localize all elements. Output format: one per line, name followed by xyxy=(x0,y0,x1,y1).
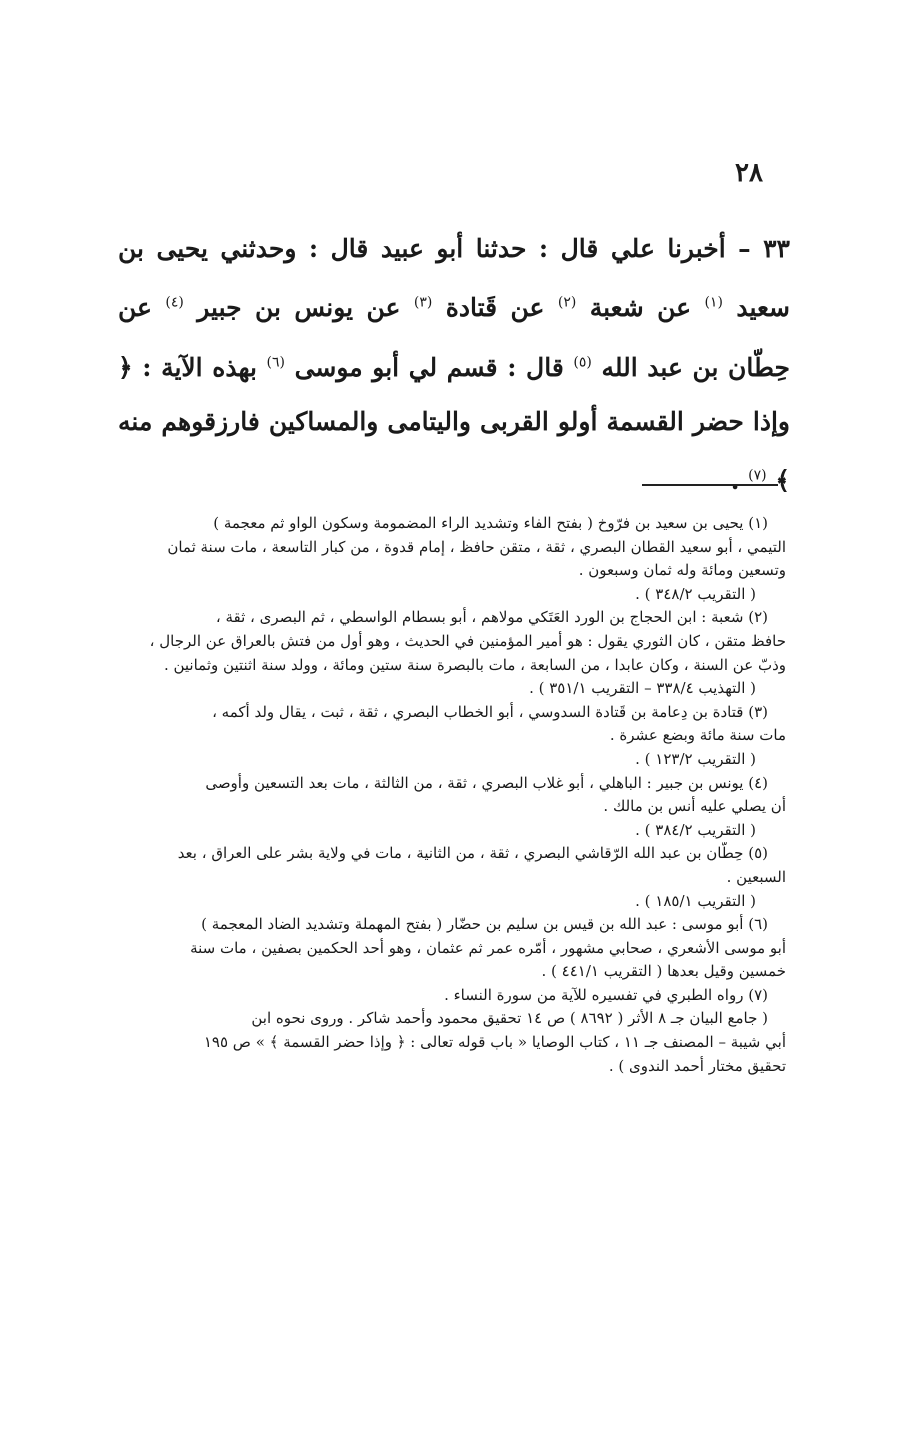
footnote-line: أبي شيبة – المصنف جـ ١١ ، كتاب الوصايا « باب قوله تعالى : ﴿ وإذا حضر القسمة ﴾ » ص ١٩٥ xyxy=(203,1033,786,1052)
hadith-dash: – xyxy=(725,234,764,263)
hadith-segment: عن قَتادة xyxy=(432,293,558,323)
hadith-segment: عن شعبة xyxy=(576,293,705,323)
footnote-line: مات سنة مائة وبضع عشرة . xyxy=(609,726,786,745)
footnote-line: ( التقريب ٣٤٨/٢ ) . xyxy=(635,584,756,603)
footnote-line: (٣) قتادة بن دِعامة بن قَتادة السدوسي ، أبو الخطاب البصري ، ثقة ، ثبت ، يقال ولد أكمه ، xyxy=(212,702,768,721)
page-number: ٢٨ xyxy=(735,158,763,188)
footnote-line: وذبّ عن السنة ، وكان عابدا ، من السابعة ، مات بالبصرة سنة ستين ومائة ، وولد سنة اثنتين وثمانين . xyxy=(163,655,786,674)
footnote-line: أبو موسى الأشعري ، صحابي مشهور ، أمّره عمر ثم عثمان ، وهو أحد الحكمين بصفين ، مات سنة xyxy=(190,938,786,957)
hadith-segment: عن يونس بن جبير xyxy=(183,293,414,323)
footnote-divider xyxy=(642,484,778,486)
footnote-line: التيمي ، أبو سعيد القطان البصري ، ثقة ، متقن حافظ ، إمام قدوة ، من كبار التاسعة ، مات سنة ثمان xyxy=(167,537,786,556)
footnote-line: ( التقريب ١٨٥/١ ) . xyxy=(635,891,756,910)
footnote-line: (٢) شعبة : ابن الحجاج بن الورد العَتَكي مولاهم ، أبو بسطام الواسطي ، ثم البصرى ، ثقة ، xyxy=(215,608,768,627)
hadith-text xyxy=(118,222,790,508)
footnotes xyxy=(106,512,786,1078)
footnote-line: السبعين . xyxy=(726,867,786,886)
footnote-line: (٤) يونس بن جبير : الباهلي ، أبو غلاب البصري ، ثقة ، من الثالثة ، مات بعد التسعين وأوصى xyxy=(205,773,768,792)
footnote-line: ( التهذيب ٣٣٨/٤ – التقريب ٣٥١/١ ) . xyxy=(529,679,756,698)
footnote-line: (١) يحيى بن سعيد بن فرّوخ ( بفتح الفاء وتشديد الراء المضمومة وسكون الواو ثم معجمة ) xyxy=(213,514,768,532)
hadith-segment: أخبرنا علي قال : حدثنا أبو عبيد قال : وحدثني يحيى بن سعيد xyxy=(118,234,791,323)
footnote-line: ( التقريب ١٢٣/٢ ) . xyxy=(635,749,756,768)
hadith-segment: بهذه الآية : ﴿ وإذا حضر القسمة أولو القربى واليتامى والمساكين فارزقوهم منه ﴾ xyxy=(118,352,790,495)
footnote-line: حافظ متقن ، كان الثوري يقول : هو أمير المؤمنين في الحديث ، وهو أول من فتش بالعراق عن الرجال ، xyxy=(149,631,786,650)
hadith-segment: قال : قسم لي أبو موسى xyxy=(285,352,574,382)
footnote-line: وتسعين ومائة وله ثمان وسبعون . xyxy=(578,561,786,580)
footnote-line: تحقيق مختار أحمد الندوى ) . xyxy=(608,1056,786,1075)
hadith-segment: . xyxy=(730,465,749,495)
footnote-marker: (٣) xyxy=(413,295,433,311)
footnote-line: (٦) أبو موسى : عبد الله بن قيس بن سليم بن حضّار ( بفتح المهملة وتشديد الضاد المعجمة ) xyxy=(201,915,768,934)
footnote-marker: (٥) xyxy=(573,354,592,371)
footnote-marker: (٢) xyxy=(557,295,577,311)
footnote-line: أن يصلي عليه أنس بن مالك . xyxy=(603,797,786,816)
footnote-line: خمسين وقيل بعدها ( التقريب ٤٤١/١ ) . xyxy=(541,962,786,981)
footnote-line: (٧) رواه الطبري في تفسيره للآية من سورة النساء . xyxy=(444,985,768,1004)
footnote-marker: (٧) xyxy=(748,467,767,484)
footnote-marker: (٤) xyxy=(165,295,184,311)
hadith-body xyxy=(118,234,790,495)
hadith-number: ٣٣ xyxy=(763,234,790,263)
footnote-marker: (٦) xyxy=(266,354,285,371)
footnote-marker: (١) xyxy=(704,295,723,311)
footnote-line: ( التقريب ٣٨٤/٢ ) . xyxy=(635,820,756,839)
footnote-line: ( جامع البيان جـ ٨ الأثر ( ٨٦٩٢ ) ص ١٤ تحقيق محمود وأحمد شاكر . وروى نحوه ابن xyxy=(251,1009,768,1028)
hadith-segment: عن حِطّان بن عبد الله xyxy=(118,293,790,382)
footnote-line: (٥) حِطّان بن عبد الله الرّقاشي البصري ، ثقة ، من الثانية ، مات في ولاية بشر على العراق ، بعد xyxy=(177,844,768,863)
